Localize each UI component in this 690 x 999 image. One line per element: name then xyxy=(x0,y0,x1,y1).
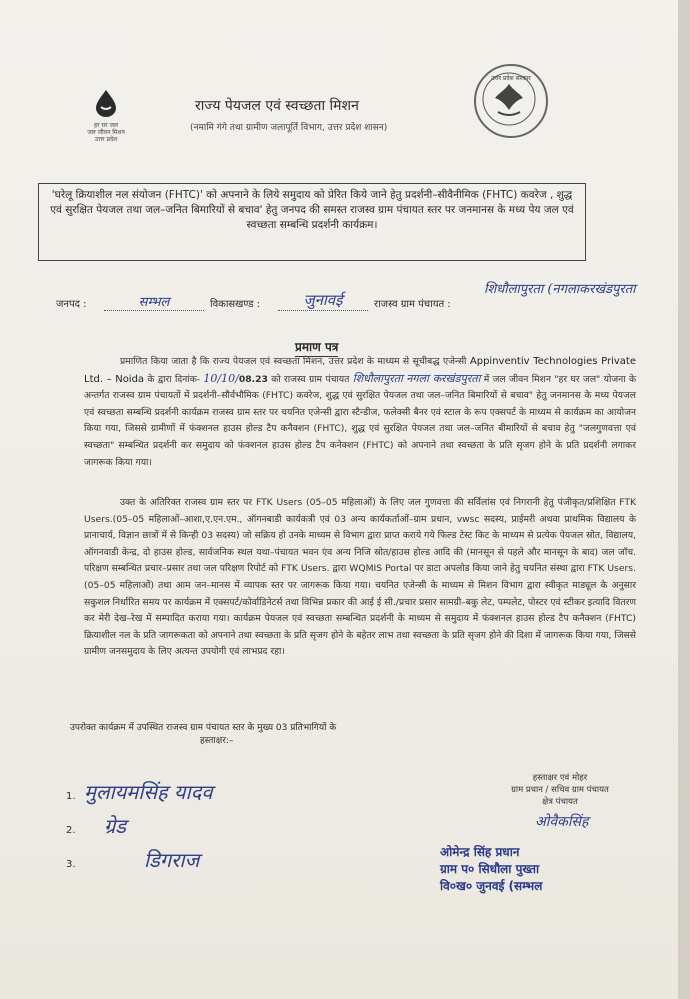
panchayat-handwritten-2: नगला करखंडपुरता xyxy=(406,371,481,385)
district-value: सम्भल xyxy=(104,292,204,311)
district-label: जनपद : xyxy=(56,299,87,310)
stamp-line-3: वि०ख० जुनवई (सम्भल xyxy=(440,879,543,893)
signatory-number: 1. xyxy=(66,791,76,802)
signatory-1 xyxy=(66,778,212,805)
certification-paragraph xyxy=(84,354,636,471)
signatory-number: 3. xyxy=(66,859,76,870)
date-printed: 08.23 xyxy=(238,373,268,385)
signatory-number: 2. xyxy=(66,825,76,836)
panchayat-label: राजस्व ग्राम पंचायत : xyxy=(374,299,451,310)
para2-body: उक्त के अतिरिक्त राजस्व ग्राम स्तर पर FTK Users (05–05 महिलाओं) के लिए जल गुणवत्ता की सर्विलांस एवं निगरानी हेतु पंजीकृत/प्रशिक्षित FTK Users.(05–05 महिलाओं–आशा,ए.एन.एम., ऑगनबाडी कार्यकत्री एवं 03 अन्य कार्यकर्ताओं–ग्राम प्रधान, vwsc सदस्य, प्राईमरी अथवा प्राथमिक विद्यालय के प्रानाचार्य, विज्ञान छात्रों में से किन्ही 03 सदस्य) जो सक्रिय हो उनके माध्यम से विभाग द्वारा प्राप्त कराये गये फिल्ड टेस्ट किट के माध्यम से प्रत्येक पेयजल स्रोत, विद्यालय, ऑगनवाडी केन्द्र, दो हाउस होल्ड, सार्वजनिक स्थल यथा–पंचायत भवन एंव अन्य निजि स्रोत/हाउस होल्ड आदि की (मानसून से पहले और मानसून के बाद) जल जॉच. परिक्षण सम्बन्धित प्रचार–प्रसार तथा जल परिक्षण रिपोर्ट को FTK Users. द्वारा WQMIS Portal पर डाटा अपलोड किया जाने हेतु चयनित संस्था द्वारा FTK Users.(05–05 महिलाओं) तथा आम जन–मानस में व्यापक स्तर पर जागरूक किया गया। चयनित एजेन्सी के माध्यम से मिशन विभाग द्वारा स्वीकृत माड्यूल के अनुसार सकुशल निर्धारित समय पर कार्यक्रम में एक्सपर्ट/कोर्वाडिनेटर्स तथा विभिन्न प्रकार की आई ई सी./प्रचार प्रसार सामग्री–बकु लेट, पम्पलेट, पोस्टर एवं स्टीकर इत्यादि वितरण कर मेरी देख–रेख में सम्पादित कराया गया। कार्यक्रम पेयजल एवं स्वच्छता सम्बन्धित प्रदर्शनी के माध्यम से समुदाय में फंक्शनल हाउस होल्ड टैप कनैक्शन (FHTC) क्रियाशील नल के प्रति जागरूकता को अपनाने तथा स्वच्छता के प्रति सृजग होने के बहेतर लाभ तथा स्वच्छता के प्रति सृजग होने की दिशा में जागरूक किया गया, जिससे ग्रामीण जनसमुदाय के लिए अत्यन्त उपयोगी एवं लाभप्रद रहा। xyxy=(84,497,636,658)
program-description-box: 'घरेलू क्रियाशील नल संयोजन (FHTC)' को अपनाने के लिये समुदाय को प्रेरित किये जाने हेतु प्रदर्शनी–सीवैनीमिक (FHTC) कवरेज , शुद्ध एवं सुरक्षित पेयजल तथा जल–जनित बिमारियों से बचाव' हेतु जनपद की समस्त राजस्व ग्राम पंचायत स्तर पर जनमानस के मध्य पेय जल एवं स्वच्छता सम्बन्धि प्रदर्शनी कार्यक्रम। xyxy=(38,183,586,261)
pradhan-stamp xyxy=(440,844,650,895)
signatory-name: ग्रेड xyxy=(104,814,126,838)
participants-line-1: उपरोक्त कार्यक्रम में उपस्थित राजस्व ग्राम पंचायत स्तर के मुख्य 03 प्रतिभागियों के xyxy=(70,723,337,733)
logo-caption-1: हर घर जल xyxy=(94,122,118,129)
pradhan-signature: ओवैकसिंह xyxy=(535,814,589,830)
logo-caption-2: जल जीवन मिशन xyxy=(87,129,125,136)
stamp-line-1: ओमेन्द्र सिंह प्रधान xyxy=(440,845,520,859)
agency-name: Appinventiv Technologies Private Ltd. – Noida xyxy=(84,356,637,385)
attestation-line-2: ग्राम प्रधान / सचिव ग्राम पंचायत xyxy=(511,785,609,795)
signatory-name: मुलायमसिंह यादव xyxy=(84,780,213,804)
signatory-3 xyxy=(66,846,199,873)
attestation-line-3: क्षेत्र पंचायत xyxy=(542,797,578,807)
certificate-title: प्रमाण पत्र xyxy=(295,338,338,357)
location-fields xyxy=(56,282,656,314)
participants-line-2: हस्ताक्षर:– xyxy=(200,736,234,746)
attestation-block xyxy=(470,772,650,808)
para1-panchayat-prefix: को राजस्व ग्राम पंचायत xyxy=(271,373,350,385)
up-government-emblem xyxy=(474,64,548,138)
para1-date-prefix: के द्वारा दिनांक- xyxy=(147,373,201,385)
panchayat-handwritten: शिधौलापुरता xyxy=(352,371,403,385)
mission-title: राज्य पेयजल एवं स्वच्छता मिशन xyxy=(195,98,359,114)
logo-caption-3: उत्तर प्रदेश xyxy=(94,136,118,143)
para1-body: में जल जीवन मिशन "हर घर जल" योजना के अन्तर्गत राजस्व ग्राम पंचायतों में प्रदर्शनी–सौर्वभौमिक (FHTC) कवरेज, शुद्ध एवं सुरक्षित पेयजल तथा जल–जनित बिमारियों से बचाव" हेतु जनमानस के मध्य पेयजल एवं स्वच्छता सम्बन्धि प्रदर्शनी कार्यक्रम राजस्व ग्राम स्तर पर चयनित एजेन्सी द्वारा स्टैन्डीज, फलेक्सी बैनर एवं स्टाल के रूप एक्सपर्ट के माध्यम से कार्यक्रम का आयोजन किया गया, जिससे ग्रामीणों में फंक्शनल हाउस होल्ड टैप कनैक्शन (FHTC), शुद्ध एवं सुरक्षित पेयजल तथा जल–जनित बीमारियों से बचाव हेतु "जलगुणवत्ता एवं स्वच्छता" सम्बन्धित प्रदर्शनी कर समुदाय को फंक्शनल हाउस होल्ड टैप कनेक्शन (FHTC) को अपनाने तथा स्वच्छता के प्रति सृजग होने के प्रति प्रदर्शनी लगाकर जागरूक किया गया। xyxy=(84,373,637,468)
mission-subtitle: (नमामि गंगे तथा ग्रामीण जलापूर्ति विभाग, उत्तर प्रदेश शासन) xyxy=(190,123,388,133)
block-label: विकासखण्ड : xyxy=(210,299,261,310)
emblem-seal-icon xyxy=(474,64,544,134)
emblem-label: उत्तर प्रदेश सरकार xyxy=(491,75,531,82)
additional-activities-paragraph xyxy=(84,495,636,661)
stamp-line-2: ग्राम प० सिधौला पुख्ता xyxy=(440,862,540,876)
signatory-2 xyxy=(66,812,126,839)
date-handwritten: 10/10/ xyxy=(203,371,239,385)
block-value: जुनावई xyxy=(278,290,368,311)
har-ghar-jal-logo xyxy=(78,88,134,143)
attestation-line-1: हस्ताक्षर एवं मोहर xyxy=(532,773,588,783)
page-edge xyxy=(678,0,690,999)
water-drop-icon xyxy=(92,88,120,118)
signatory-name: डिगराज xyxy=(144,848,200,872)
participants-heading xyxy=(70,722,470,748)
para1-intro: प्रमाणित किया जाता है कि राज्य पेयजल एवं स्वच्छता मिशन, उत्तर प्रदेश के माध्यम से सूचीबद्ध एजेन्सी xyxy=(120,356,467,367)
panchayat-value: शिधौलापुरता (नगलाकरखंडपुरता xyxy=(484,282,636,297)
